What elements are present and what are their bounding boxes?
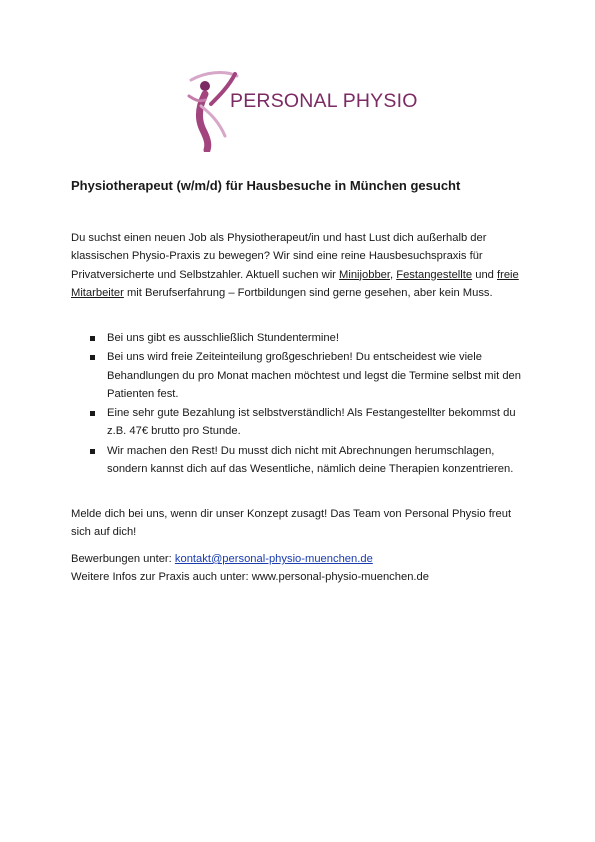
- list-item: Bei uns gibt es ausschließlich Stundentermine!: [71, 329, 531, 347]
- link-festangestellte[interactable]: Festangestellte: [396, 268, 473, 281]
- list-item: Bei uns wird freie Zeiteinteilung großgeschrieben! Du entscheidest wie viele Behandlungen du pro Monat machen möchtest und legst die Termine selbst mit den Patienten fest.: [71, 348, 531, 403]
- email-link[interactable]: kontakt@personal-physio-muenchen.de: [174, 553, 373, 565]
- brand-name: PERSONAL PHYSIO: [230, 90, 418, 112]
- closing-paragraph: Melde dich bei uns, wenn dir unser Konzept zusagt! Das Team von Personal Physio freut sich auf dich!: [71, 508, 512, 539]
- link-minijobber[interactable]: Minijobber: [339, 268, 391, 281]
- job-title: Physiotherapeut (w/m/d) für Hausbesuche in München gesucht: [71, 178, 461, 193]
- list-item: Wir machen den Rest! Du musst dich nicht mit Abrechnungen herumschlagen, sondern kannst dich auf das Wesentliche, nämlich deine Therapien konzentrieren.: [71, 442, 531, 479]
- company-logo: [185, 66, 425, 152]
- website-text: www.personal-physio-muenchen.de: [251, 571, 429, 584]
- benefits-list: [71, 329, 531, 479]
- info-line: [71, 568, 531, 586]
- link-freie-mitarbeiter[interactable]: freie Mitarbeiter: [71, 268, 519, 299]
- intro-paragraph: [71, 229, 531, 302]
- intro-separator: und: [472, 268, 497, 281]
- intro-separator: ,: [390, 268, 397, 281]
- contact-block: [71, 550, 531, 587]
- intro-text-end: mit Berufserfahrung – Fortbildungen sind gerne gesehen, aber kein Muss.: [123, 286, 493, 299]
- applications-line: [71, 550, 531, 568]
- intro-text: Du suchst einen neuen Job als Physiotherapeut/in und hast Lust dich außerhalb der klassischen Physio-Praxis zu bewegen? Wir sind eine reine Hausbesuchspraxis für Privatversicherte und Selbstzahler. Aktuell suchen wir: [71, 232, 487, 281]
- list-item: Eine sehr gute Bezahlung ist selbstverständlich! Als Festangestellter bekommst du z.B. 47€ brutto pro Stunde.: [71, 404, 531, 441]
- applications-label: Bewerbungen unter:: [71, 553, 175, 565]
- info-label: Weitere Infos zur Praxis auch unter:: [71, 571, 252, 584]
